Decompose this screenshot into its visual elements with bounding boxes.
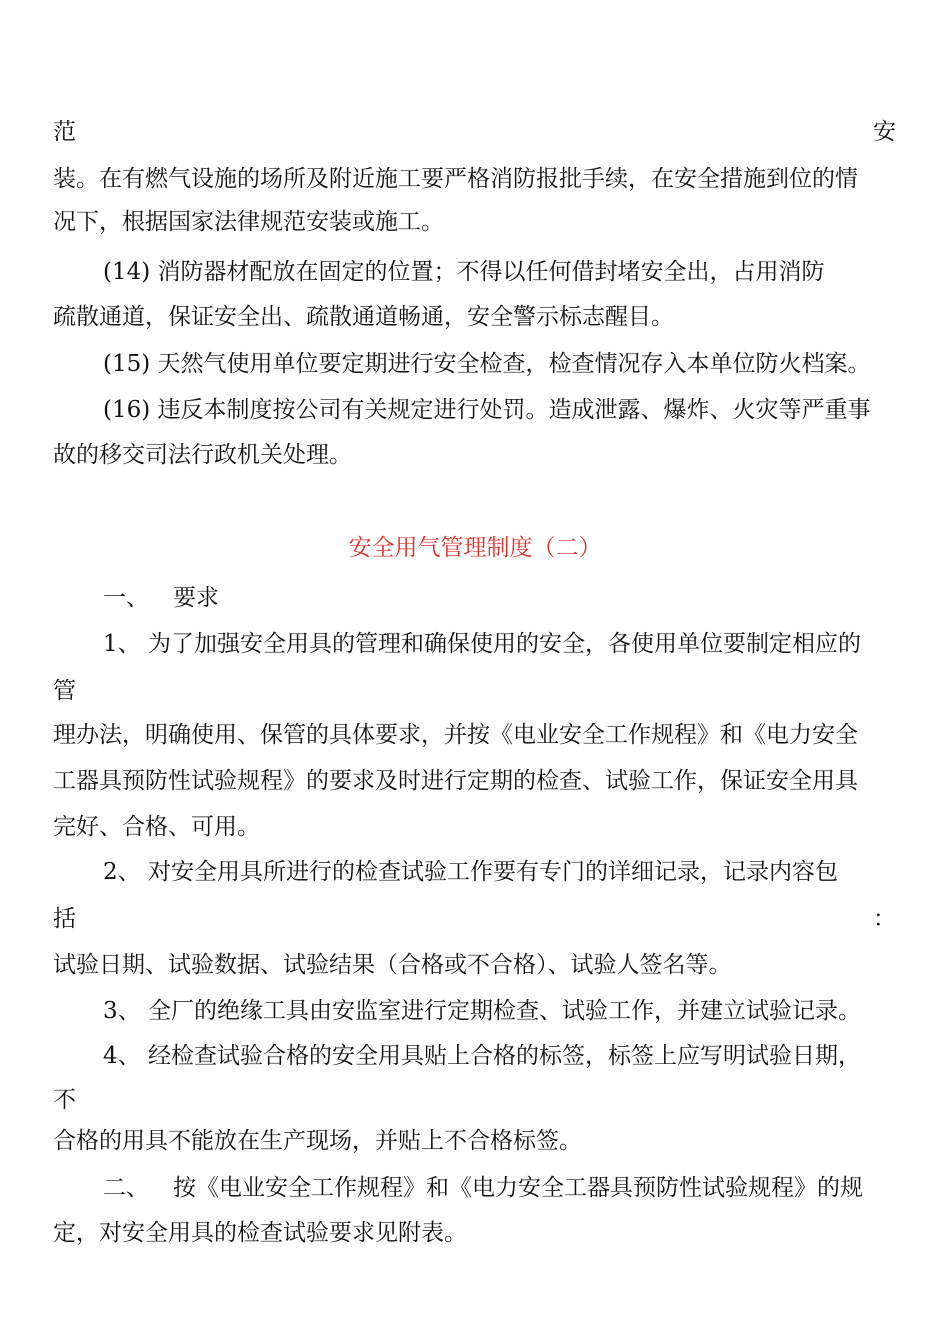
section-one-label: 要求: [173, 585, 219, 611]
item-14-line-1: (14) 消防器材配放在固定的位置；不得以任何借封堵安全出，占用消防: [103, 259, 825, 285]
section-title: 安全用气管理制度（二）: [348, 535, 602, 561]
point-3-line-1: 3、 全厂的绝缘工具由安监室进行定期检查、试验工作，并建立试验记录。: [103, 998, 861, 1024]
point-4-line-1: 4、 经检查试验合格的安全用具贴上合格的标签，标签上应写明试验日期，: [103, 1043, 861, 1069]
item-14-line-2: 疏散通道，保证安全出、疏散通道畅通，安全警示标志醒目。: [53, 304, 674, 330]
point-1-line-1: 1、 为了加强安全用具的管理和确保使用的安全，各使用单位要制定相应的: [103, 631, 861, 657]
point-2-line-3: 试验日期、试验数据、试验结果（合格或不合格）、试验人签名等。: [53, 952, 732, 978]
point-2-line-1: 2、 对安全用具所进行的检查试验工作要有专门的详细记录，记录内容包: [103, 859, 838, 885]
point-2-line-2: [53, 904, 896, 934]
section-two-line-1: [103, 1173, 896, 1203]
item-15-line-1: (15) 天然气使用单位要定期进行安全检查，检查情况存入本单位防火档案。: [103, 351, 871, 377]
section-two-text: 按《电业安全工作规程》和《电力安全工器具预防性试验规程》的规: [173, 1175, 863, 1201]
point-4-line-3: 合格的用具不能放在生产现场，并贴上不合格标签。: [53, 1128, 582, 1154]
paragraph-line: 装。在有燃气设施的场所及附近施工要严格消防报批手续，在安全措施到位的情: [53, 166, 858, 192]
paragraph-line: 况下，根据国家法律规范安装或施工。: [53, 209, 444, 235]
section-two-number: 二、: [103, 1175, 149, 1201]
item-16-line-2: 故的移交司法行政机关处理。: [53, 442, 352, 468]
point-1-line-2: 管: [53, 678, 76, 704]
split-start-char: 范: [53, 119, 76, 145]
point-1-line-4: 工器具预防性试验规程》的要求及时进行定期的检查、试验工作，保证安全用具: [53, 768, 858, 794]
point-2-line-2-end: ：: [873, 906, 896, 932]
section-one-number: 一、: [103, 585, 149, 611]
point-4-line-2: 不: [53, 1087, 76, 1113]
point-2-line-2-start: 括: [53, 906, 76, 932]
item-16-line-1: (16) 违反本制度按公司有关规定进行处罚。造成泄露、爆炸、火灾等严重事: [103, 397, 871, 423]
point-1-line-5: 完好、合格、可用。: [53, 814, 260, 840]
section-one-heading: [103, 583, 896, 613]
split-end-char: 安: [873, 119, 896, 145]
point-1-line-3: 理办法，明确使用、保管的具体要求，并按《电业安全工作规程》和《电力安全: [53, 722, 858, 748]
split-line: [53, 117, 896, 147]
section-two-line-2: 定，对安全用具的检查试验要求见附表。: [53, 1220, 467, 1246]
